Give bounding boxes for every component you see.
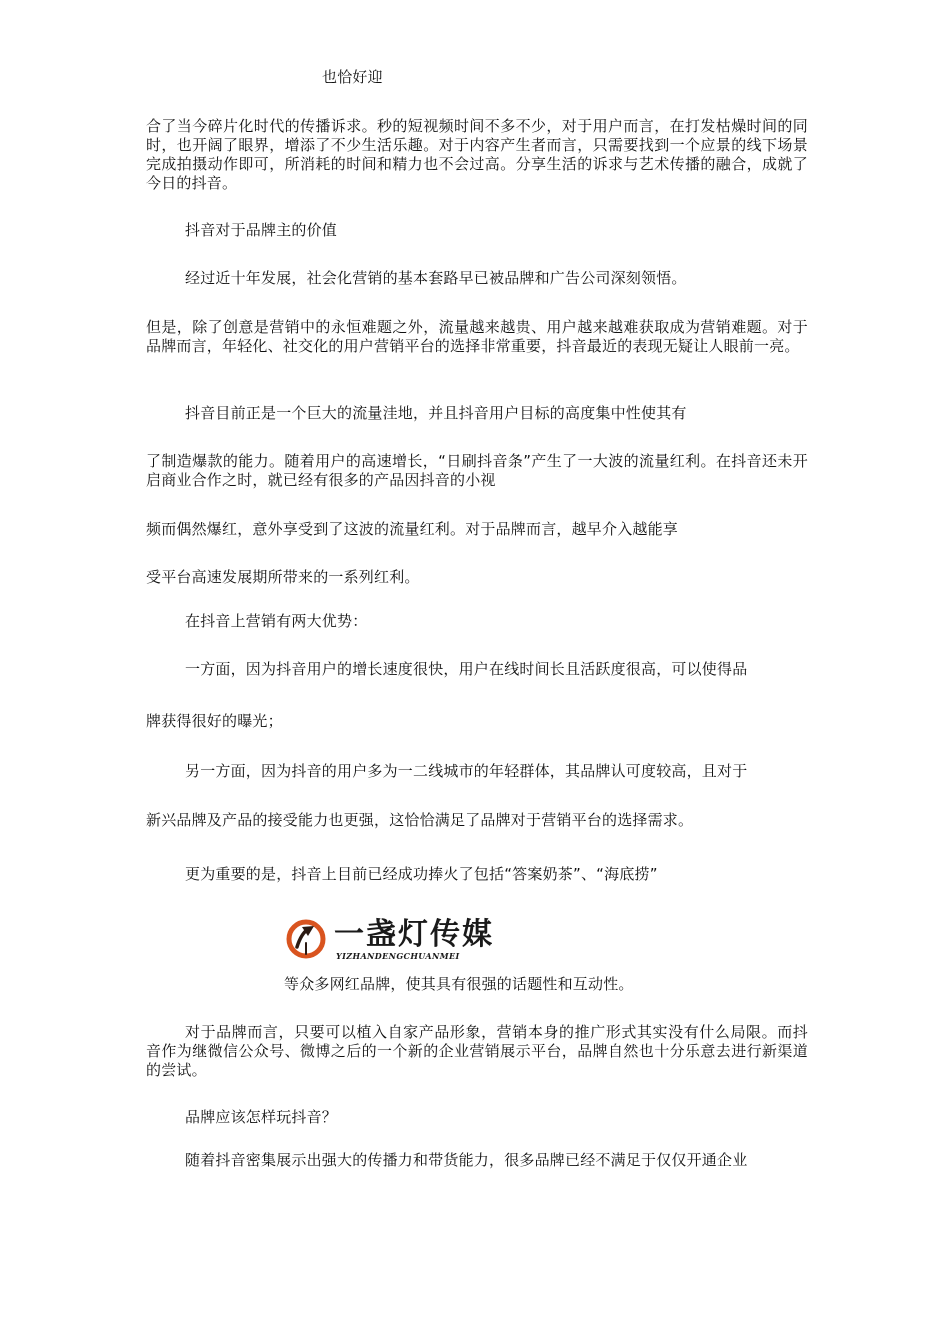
paragraph-8-line-2: 等众多网红品牌，使其具有很强的话题性和互动性。 (284, 975, 634, 993)
paragraph-8-line-1: 更为重要的是，抖音上目前已经成功捧火了包括“答案奶茶”、“海底捞” (185, 865, 658, 883)
text-line-1: 也恰好迎 (322, 68, 383, 86)
paragraph-1: 合了当今碎片化时代的传播诉求。秒的短视频时间不多不少，对于用户而言，在打发枯燥时间的同时，也开阔了眼界，增添了不少生活乐趣。对于内容产生者而言，只需要找到一个应景的线下场景完成拍摄动作即可，所消耗的时间和精力也不会过高。分享生活的诉求与艺术传播的融合，成就了今日的抖音。 (146, 117, 808, 192)
section-heading-how-to: 品牌应该怎样玩抖音？ (185, 1108, 338, 1126)
logo-subtitle: YIZHANDENGCHUANMEI (336, 951, 460, 961)
paragraph-7-line-1: 另一方面，因为抖音的用户多为一二线城市的年轻群体，其品牌认可度较高，且对于 (185, 762, 748, 780)
paragraph-4-line-2: 了制造爆款的能力。随着用户的高速增长，“日刷抖音条”产生了一大波的流量红利。在抖音还未开启商业合作之时，就已经有很多的产品因抖音的小视 (146, 452, 808, 489)
paragraph-3: 但是，除了创意是营销中的永恒难题之外，流量越来越贵、用户越来越难获取成为营销难题。对于品牌而言，年轻化、社交化的用户营销平台的选择非常重要，抖音最近的表现无疑让人眼前一亮。 (146, 318, 808, 355)
paragraph-4-line-3: 频而偶然爆红，意外享受到了这波的流量红利。对于品牌而言，越早介入越能享 (146, 520, 679, 538)
paragraph-6-line-1: 一方面，因为抖音用户的增长速度很快，用户在线时间长且活跃度很高，可以使得品 (185, 660, 748, 678)
lamp-arrow-icon (286, 917, 332, 963)
paragraph-6-line-2: 牌获得很好的曝光； (146, 712, 283, 730)
paragraph-7-line-2: 新兴品牌及产品的接受能力也更强，这恰恰满足了品牌对于营销平台的选择需求。 (146, 811, 694, 829)
logo-title: 一盏灯传媒 (334, 917, 494, 952)
paragraph-9: 对于品牌而言，只要可以植入自家产品形象，营销本身的推广形式其实没有什么局限。而抖音作为继微信公众号、微博之后的一个新的企业营销展示平台，品牌自然也十分乐意去进行新渠道的尝试。 (146, 1023, 808, 1079)
paragraph-10: 随着抖音密集展示出强大的传播力和带货能力，很多品牌已经不满足于仅仅开通企业 (185, 1151, 748, 1169)
company-logo (286, 917, 494, 963)
section-heading-brand-value: 抖音对于品牌主的价值 (185, 221, 338, 239)
paragraph-5: 在抖音上营销有两大优势： (185, 612, 368, 630)
paragraph-4-line-4: 受平台高速发展期所带来的一系列红利。 (146, 568, 420, 586)
paragraph-4-line-1: 抖音目前正是一个巨大的流量洼地，并且抖音用户目标的高度集中性使其有 (185, 404, 687, 422)
paragraph-2: 经过近十年发展，社会化营销的基本套路早已被品牌和广告公司深刻领悟。 (185, 269, 687, 287)
